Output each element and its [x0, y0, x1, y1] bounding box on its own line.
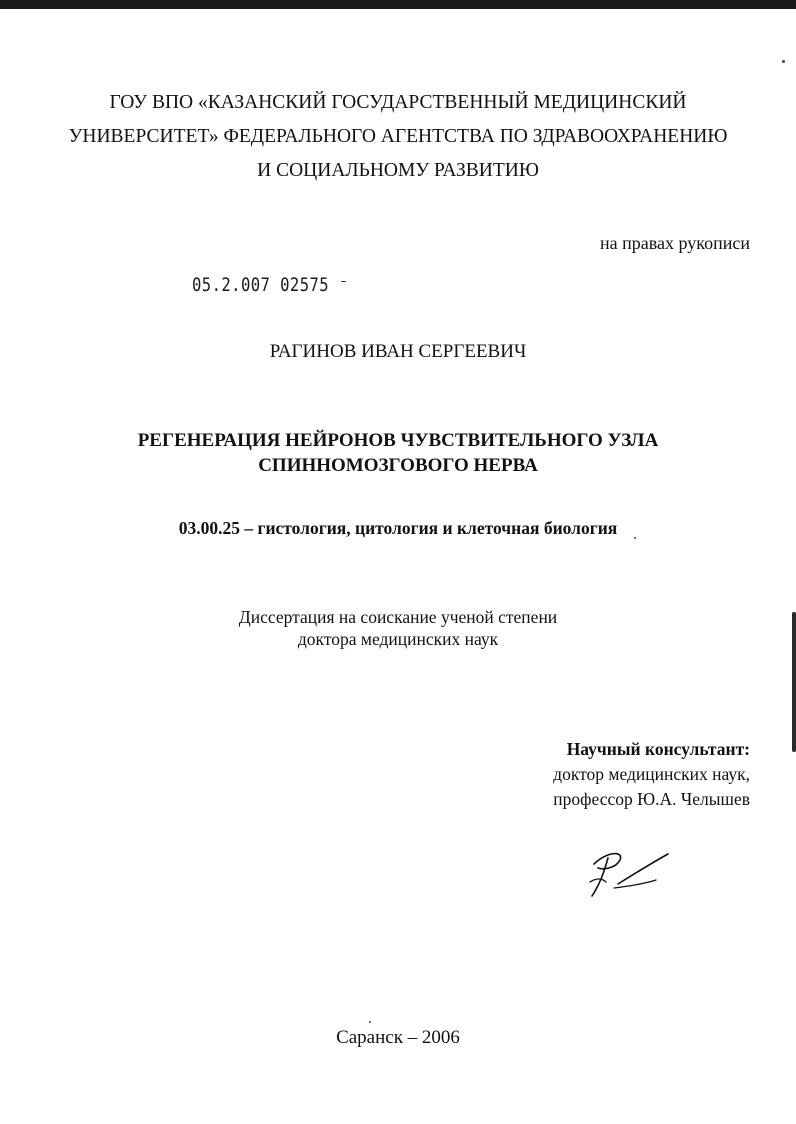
institution-line-3: И СОЦИАЛЬНОМУ РАЗВИТИЮ	[257, 160, 539, 181]
scan-speck	[369, 1021, 371, 1023]
degree-line-1: Диссертация на соискание ученой степени	[238, 607, 558, 627]
scientific-consultant	[553, 737, 750, 812]
scan-speck	[782, 60, 785, 63]
institution-line-2: УНИВЕРСИТЕТ» ФЕДЕРАЛЬНОГО АГЕНТСТВА ПО ЗДРАВООХРАНЕНИЮ	[68, 126, 728, 147]
dissertation-title	[0, 428, 796, 478]
consultant-degree: доктор медицинских наук,	[553, 764, 750, 784]
specialty-code: 03.00.25 – гистология, цитология и клеточная биология	[178, 518, 618, 538]
degree-statement	[0, 606, 796, 650]
registry-stamp	[192, 274, 349, 296]
signature-icon	[584, 846, 676, 902]
registry-number: 05.2.007 02575	[192, 274, 330, 296]
institution-header	[0, 86, 796, 188]
degree-line-2: доктора медицинских наук	[297, 629, 499, 649]
consultant-label: Научный консультант:	[566, 739, 750, 759]
stamp-mark: ⁻	[329, 274, 349, 296]
institution-line-1: ГОУ ВПО «КАЗАНСКИЙ ГОСУДАРСТВЕННЫЙ МЕДИЦИНСКИЙ	[109, 92, 687, 113]
title-line-1: РЕГЕНЕРАЦИЯ НЕЙРОНОВ ЧУВСТВИТЕЛЬНОГО УЗЛА	[137, 430, 659, 451]
author-name: РАГИНОВ ИВАН СЕРГЕЕВИЧ	[269, 341, 527, 362]
scan-top-edge	[0, 0, 796, 9]
manuscript-note: на правах рукописи	[600, 233, 750, 253]
title-line-2: СПИННОМОЗГОВОГО НЕРВА	[258, 455, 538, 476]
place-and-year: Саранск – 2006	[336, 1027, 460, 1048]
consultant-name: профессор Ю.А. Челышев	[553, 789, 750, 809]
